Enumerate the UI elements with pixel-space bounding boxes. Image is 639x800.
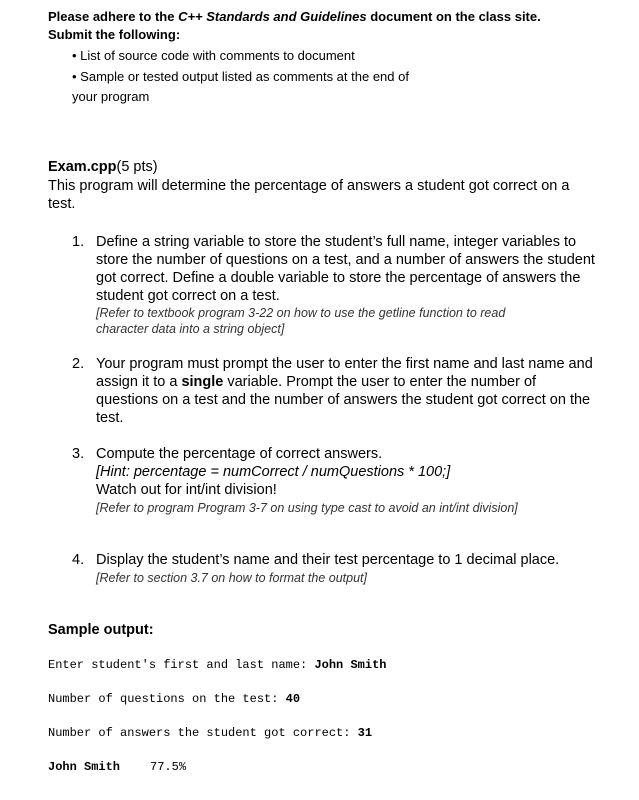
item-text: Display the student’s name and their test percentage to 1 decimal place.: [96, 552, 560, 568]
emphasis-single: single: [181, 374, 224, 390]
sample-output-heading: Sample output:: [48, 622, 154, 638]
exam-description: This program will determine the percentage of answers a student got correct on a test.: [48, 178, 570, 212]
item-number: 3.: [72, 446, 85, 462]
sample-line: Number of questions on the test: 40: [48, 692, 301, 706]
bullet-item: • List of source code with comments to document: [72, 48, 355, 63]
item-number: 1.: [72, 234, 85, 250]
submit-heading: Submit the following:: [48, 27, 181, 42]
bullet-continuation: your program: [72, 89, 150, 104]
item-warning: Watch out for int/int division!: [96, 482, 277, 498]
bullet-item: • Sample or tested output listed as comments at the end of: [72, 69, 409, 84]
item-text: Define a string variable to store the student’s full name, integer variables to store the number of questions on a test, and a number of answers the student got correct. Define a double variable to store the percentage of answers the student got correct on a test.: [96, 234, 595, 304]
sample-line: Enter student's first and last name: John Smith: [48, 658, 387, 672]
exam-points: (5 pts): [116, 159, 158, 175]
item-number: 4.: [72, 552, 85, 568]
adherence-text-end: document on the class site.: [366, 9, 541, 24]
item-reference: [Refer to program Program 3-7 on using type cast to avoid an int/int division]: [96, 501, 518, 515]
adherence-text-start: Please adhere to the: [48, 9, 179, 24]
sample-result: John Smith 77.5%: [48, 760, 187, 774]
standards-doc-name: C++ Standards and Guidelines: [178, 9, 367, 24]
sample-line: Number of answers the student got correct: 31: [48, 726, 373, 740]
item-reference: [Refer to textbook program 3-22 on how to use the getline function to read character data into a string object]: [96, 306, 506, 336]
item-text: Compute the percentage of correct answers.: [96, 446, 383, 462]
exam-filename: Exam.cpp: [48, 159, 117, 175]
item-hint: [Hint: percentage = numCorrect / numQuestions * 100;]: [96, 464, 451, 480]
exam-title: [48, 158, 158, 176]
item-text: Your program must prompt the user to enter the first name and last name and assign it to a single variable. Prompt the user to enter the number of questions on a test and the number of answers the student got correct on the test.: [96, 356, 593, 426]
item-reference: [Refer to section 3.7 on how to format the output]: [96, 571, 367, 585]
item-number: 2.: [72, 356, 85, 372]
adherence-note: [48, 8, 628, 26]
